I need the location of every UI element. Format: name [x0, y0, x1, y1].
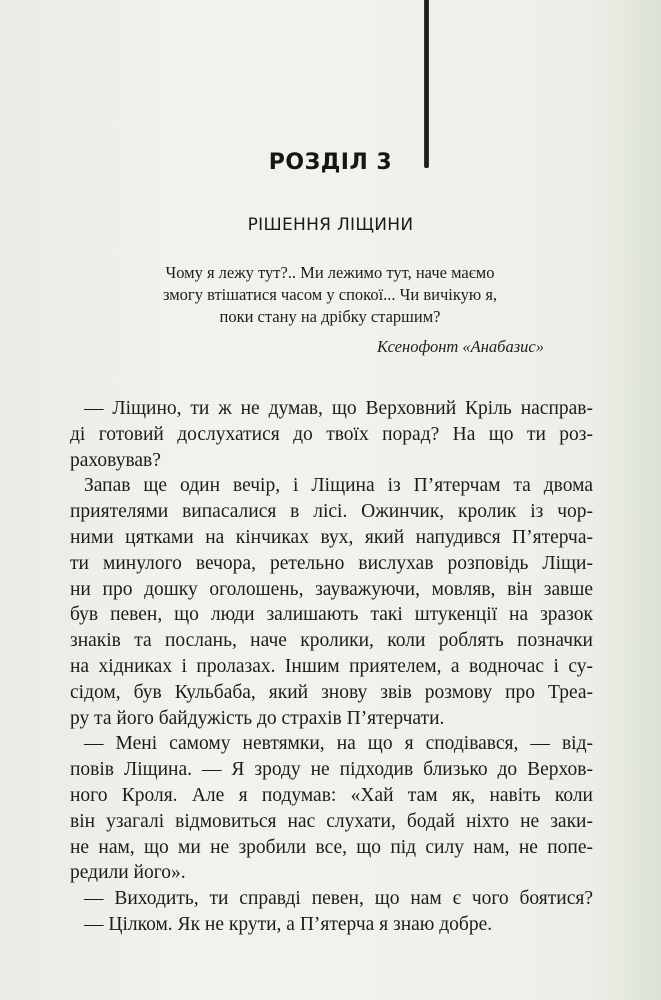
text-line: він узагалі відмовиться нас слухати, бодай ніхто не заки-	[70, 810, 593, 832]
text-line: не нам, що ми не зробили все, що під силу нам, не попе-	[70, 836, 593, 858]
chapter-subtitle: РІШЕННЯ ЛІЩИНИ	[247, 215, 414, 235]
text-line: ними цятками на кінчиках вух, який напудився П’ятерча-	[70, 526, 593, 548]
text-line: знаків та послань, наче кролики, коли роблять позначки	[70, 630, 593, 652]
text-line: — Мені самому невтямки, на що я сподівався, — від-	[84, 733, 593, 755]
text-line: ти минулого вечора, ретельно вислухав розповідь Ліщи-	[70, 552, 593, 574]
text-line: на хідниках і пролазах. Іншим приятелем, а водночас і су-	[70, 655, 593, 677]
text-line: повів Ліщина. — Я зроду не підходив близько до Верхов-	[70, 759, 593, 781]
text-line: сідом, був Кульбаба, який знову звів розмову про Треа-	[70, 681, 593, 703]
text-line: — Цілком. Як не крути, а П’ятерча я знаю добре.	[84, 913, 493, 935]
text-line: раховував?	[70, 449, 161, 471]
text-line: ни про дошку оголошень, зауважуючи, мовляв, він завше	[70, 578, 593, 600]
text-line: — Ліщино, ти ж не думав, що Верховний Кріль насправ-	[84, 398, 593, 419]
text-line: приятелями випасалися в лісі. Ожинчик, кролик із чор-	[70, 501, 593, 523]
body-text	[70, 396, 593, 938]
text-line: ного Кроля. Але я подумав: «Хай там як, навіть коли	[70, 784, 593, 806]
epigraph-source: Ксенофонт «Анабазис»	[377, 337, 544, 356]
text-line: редили його».	[70, 862, 186, 884]
text-line: ді готовий дослухатися до твоїх порад? На що ти роз-	[70, 423, 593, 445]
epigraph-line: Чому я лежу тут?.. Ми лежимо тут, наче маємо	[165, 263, 495, 282]
epigraph	[110, 262, 550, 358]
text-line: Запав ще один вечір, і Ліщина із П’ятерчам та двома	[84, 475, 593, 497]
text-line: — Виходить, ти справді певен, що нам є чого боятися?	[84, 888, 593, 910]
epigraph-line: змогу втішатися часом у спокої... Чи вичікую я,	[162, 285, 498, 304]
chapter-title: РОЗДІЛ 3	[268, 150, 393, 175]
bookmark-ribbon	[424, 0, 429, 168]
text-line: був певен, що люди залишають такі штукенції на зразок	[70, 604, 593, 626]
text-line: ру та його байдужість до страхів П’ятерчати.	[70, 707, 445, 729]
epigraph-line: поки стану на дрібку старшим?	[219, 307, 441, 326]
